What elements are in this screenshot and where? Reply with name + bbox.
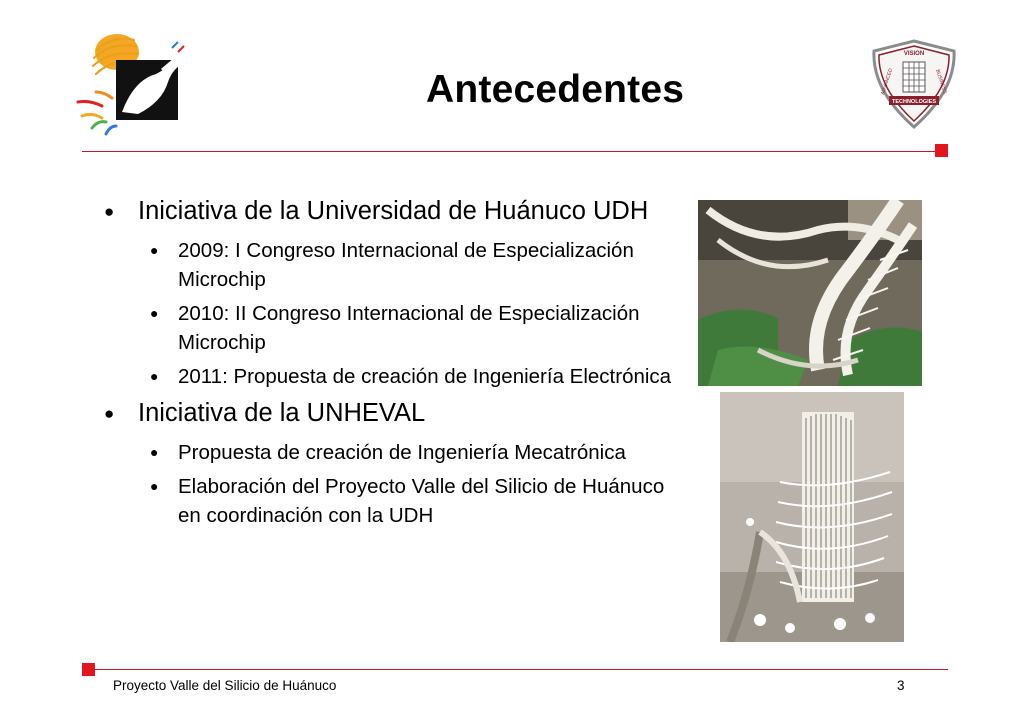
sub-bullet-valle-silicio: ● Elaboración del Proyecto Valle del Silicio de Huánuco en coordinación con la UDH [100,472,680,530]
bullet-udh-initiative: ● Iniciativa de la Universidad de Huánuco UDH [100,195,680,228]
architectural-model-photo-1 [698,200,922,386]
sub-bullet-2009: ● 2009: I Congreso Internacional de Especialización Microchip [100,236,680,294]
page-number: 3 [897,678,905,693]
sunburst-dove-logo [72,30,202,145]
badge-text-right: BUSINESS [934,68,948,95]
building-grid-icon [903,62,925,92]
footer-rule [90,669,948,670]
advanced-vision-business-technologies-shield-logo [868,38,960,130]
badge-text-left: ADVANCED [879,67,895,96]
bullet-unheval-initiative: ● Iniciativa de la UNHEVAL [100,397,680,430]
slide-title: Antecedentes [426,68,685,111]
badge-text-bottom: TECHNOLOGIES [891,99,937,105]
footer-project-name: Proyecto Valle del Silicio de Huánuco [113,678,337,693]
header-red-square [935,144,948,157]
slide-content [100,195,680,530]
architectural-model-photo-2 [720,392,904,642]
sub-bullet-2010: ● 2010: II Congreso Internacional de Especialización Microchip [100,299,680,357]
badge-text-top: VISION [903,51,925,57]
sub-bullet-2011: ● 2011: Propuesta de creación de Ingeniería Electrónica [100,362,680,391]
header-rule [82,151,940,152]
sub-bullet-mecatronica: ● Propuesta de creación de Ingeniería Mecatrónica [100,438,680,467]
